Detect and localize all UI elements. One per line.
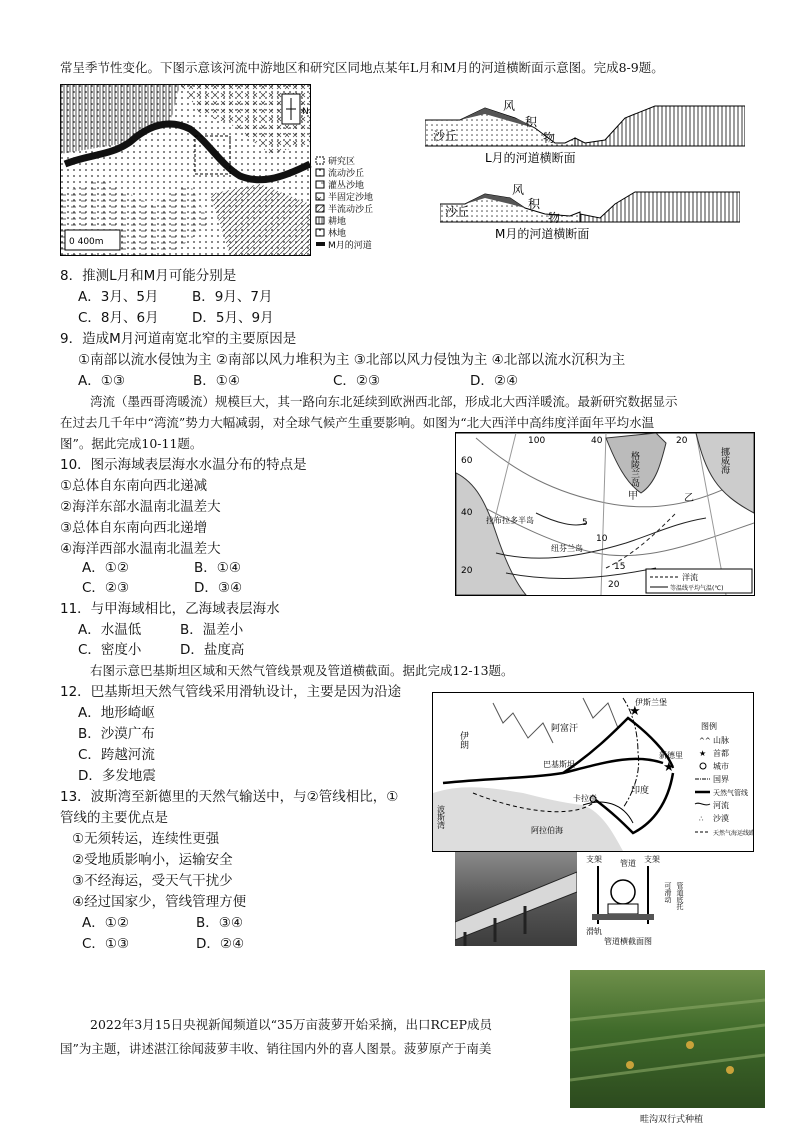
svg-text:★: ★ bbox=[663, 760, 675, 775]
q12-option-c[interactable]: C．跨越河流 bbox=[78, 747, 155, 763]
pipeline-photo bbox=[455, 852, 577, 946]
svg-text:40: 40 bbox=[591, 436, 603, 446]
q11-stem: 11．与甲海域相比，乙海域表层海水 bbox=[60, 601, 280, 617]
svg-text:天然气管线: 天然气管线 bbox=[713, 789, 748, 797]
svg-text:物: 物 bbox=[548, 211, 561, 225]
svg-text:5: 5 bbox=[582, 518, 588, 528]
svg-text:★: ★ bbox=[699, 749, 707, 758]
q10-statement-2: ②海洋东部水温南北温差大 bbox=[60, 499, 221, 515]
svg-text:支架: 支架 bbox=[586, 855, 602, 864]
svg-text:波斯湾: 波斯湾 bbox=[436, 805, 446, 829]
svg-text:管道底托: 管道底托 bbox=[676, 882, 684, 910]
svg-text:流动沙丘: 流动沙丘 bbox=[328, 169, 365, 179]
capital-star-icon: ★ bbox=[629, 704, 641, 719]
svg-text:格陵兰岛: 格陵兰岛 bbox=[629, 451, 639, 487]
passage4-line1: 2022年3月15日央视新闻频道以“35万亩菠萝开始采摘，出口RCEP成员 bbox=[90, 1017, 492, 1032]
svg-text:半固定沙地: 半固定沙地 bbox=[328, 193, 374, 203]
svg-text:滑轨: 滑轨 bbox=[586, 927, 602, 936]
q13-option-c[interactable]: C．①③ bbox=[82, 936, 130, 952]
q13-statement-1: ①无须转运，连续性更强 bbox=[72, 831, 220, 847]
pipeline-map-legend bbox=[695, 721, 753, 837]
q12-option-a[interactable]: A．地形崎岖 bbox=[78, 705, 155, 721]
svg-text:阿富汗: 阿富汗 bbox=[551, 724, 579, 734]
q8-stem: 8．推测L月和M月可能分别是 bbox=[60, 268, 237, 284]
svg-text:巴基斯坦: 巴基斯坦 bbox=[543, 760, 575, 769]
svg-text:伊朗: 伊朗 bbox=[458, 731, 468, 749]
svg-text:15: 15 bbox=[614, 562, 626, 572]
svg-text:60: 60 bbox=[461, 456, 473, 466]
q8-option-d[interactable]: D．5月、9月 bbox=[192, 310, 274, 326]
passage2-line2: 在过去几千年中“湾流”势力大幅减弱，对全球气候产生重要影响。如图为“北大西洋中高纬度洋面年平均水温 bbox=[60, 415, 655, 430]
q13-option-d[interactable]: D．②④ bbox=[196, 936, 245, 952]
q9-option-c[interactable]: C．②③ bbox=[333, 373, 381, 389]
svg-text:20: 20 bbox=[461, 566, 473, 576]
q8-option-a[interactable]: A．3月、5月 bbox=[78, 289, 159, 305]
pineapple-field-photo bbox=[570, 970, 765, 1108]
photo-caption: 畦沟双行式种植 bbox=[640, 1115, 704, 1125]
svg-text:灌丛沙地: 灌丛沙地 bbox=[328, 181, 365, 191]
q13-statement-4: ④经过国家少，管线管理方便 bbox=[72, 894, 247, 910]
svg-text:阿拉伯海: 阿拉伯海 bbox=[531, 826, 563, 835]
svg-text:20: 20 bbox=[676, 436, 688, 446]
q12-stem: 12．巴基斯坦天然气管线采用滑轨设计，主要是因为沿途 bbox=[60, 684, 402, 700]
map-legend bbox=[316, 155, 373, 251]
svg-text:印度: 印度 bbox=[631, 786, 650, 796]
svg-text:国界: 国界 bbox=[713, 775, 729, 784]
svg-text:100: 100 bbox=[528, 436, 546, 446]
svg-text:首都: 首都 bbox=[713, 749, 729, 758]
svg-text:耕地: 耕地 bbox=[328, 217, 347, 227]
q9-stem: 9．造成M月河道南宽北窄的主要原因是 bbox=[60, 331, 297, 347]
q10-option-a[interactable]: A．①② bbox=[82, 560, 129, 576]
q13-stem-1: 13．波斯湾至新德里的天然气输送中，与②管线相比，① bbox=[60, 789, 399, 805]
svg-text:M月的河道横断面: M月的河道横断面 bbox=[495, 227, 590, 241]
svg-text:研究区: 研究区 bbox=[328, 157, 356, 167]
svg-text:风: 风 bbox=[512, 184, 525, 197]
svg-text:M月的河道: M月的河道 bbox=[328, 241, 372, 251]
svg-text:管道横截面图: 管道横截面图 bbox=[604, 937, 652, 946]
svg-text:L月的河道横断面: L月的河道横断面 bbox=[485, 151, 576, 165]
svg-text:卡拉奇: 卡拉奇 bbox=[573, 794, 597, 803]
svg-text:林地: 林地 bbox=[328, 229, 347, 239]
q10-stem: 10．图示海域表层海水水温分布的特点是 bbox=[60, 457, 307, 473]
q9-option-b[interactable]: B．①④ bbox=[193, 373, 240, 389]
q10-option-b[interactable]: B．①④ bbox=[194, 560, 241, 576]
q13-statement-2: ②受地质影响小，运输安全 bbox=[72, 852, 233, 868]
svg-text:沙丘: 沙丘 bbox=[433, 129, 458, 143]
intro-line: 常呈季节性变化。下图示意该河流中游地区和研究区同地点某年L月和M月的河道横断面示意图。完成8-9题。 bbox=[60, 60, 664, 75]
q9-option-d[interactable]: D．②④ bbox=[470, 373, 519, 389]
svg-text:积: 积 bbox=[528, 197, 541, 211]
svg-text:积: 积 bbox=[525, 115, 538, 129]
pakistan-pipeline-map bbox=[432, 692, 754, 852]
q13-stem-2: 管线的主要优点是 bbox=[60, 810, 168, 826]
svg-text:洋流: 洋流 bbox=[682, 573, 698, 582]
svg-text:半流动沙丘: 半流动沙丘 bbox=[328, 205, 374, 215]
svg-text:纽芬兰岛: 纽芬兰岛 bbox=[551, 544, 583, 553]
q10-option-c[interactable]: C．②③ bbox=[82, 580, 130, 596]
atlantic-sst-map bbox=[455, 432, 755, 596]
svg-text:山脉: 山脉 bbox=[713, 736, 729, 745]
svg-text:可滑动: 可滑动 bbox=[664, 882, 672, 903]
q11-option-d[interactable]: D．盐度高 bbox=[180, 642, 245, 658]
svg-text:等温线平均气温(℃): 等温线平均气温(℃) bbox=[670, 585, 724, 592]
svg-text:挪威海: 挪威海 bbox=[719, 447, 729, 474]
svg-text:伊斯兰堡: 伊斯兰堡 bbox=[635, 698, 667, 707]
q8-option-c[interactable]: C．8月、6月 bbox=[78, 310, 159, 326]
q10-statement-4: ④海洋西部水温南北温差大 bbox=[60, 541, 221, 557]
L-cross-section bbox=[425, 98, 745, 166]
q10-statement-1: ①总体自东南向西北递减 bbox=[60, 478, 208, 494]
svg-text:拉布拉多半岛: 拉布拉多半岛 bbox=[486, 516, 534, 525]
svg-text:管道: 管道 bbox=[620, 859, 636, 868]
svg-text:∴: ∴ bbox=[699, 815, 704, 823]
svg-text:支架: 支架 bbox=[644, 855, 660, 864]
svg-text:10: 10 bbox=[596, 534, 608, 544]
q12-option-b[interactable]: B．沙漠广布 bbox=[78, 726, 155, 742]
M-cross-section bbox=[440, 184, 740, 242]
passage2-line1: 湾流（墨西哥湾暖流）规模巨大，其一路向东北延续到欧洲西北部，形成北大西洋暖流。最新研究数据显示 bbox=[90, 394, 678, 409]
q8-option-b[interactable]: B．9月、7月 bbox=[192, 289, 273, 305]
svg-text:图例: 图例 bbox=[701, 722, 717, 731]
svg-text:河流: 河流 bbox=[713, 801, 729, 810]
svg-text:沙漠: 沙漠 bbox=[713, 814, 729, 823]
pipe-cross-section bbox=[578, 852, 754, 948]
svg-text:沙丘: 沙丘 bbox=[445, 205, 470, 219]
q11-option-b[interactable]: B．温差小 bbox=[180, 622, 244, 638]
svg-text:甲: 甲 bbox=[628, 491, 638, 502]
svg-text:^^: ^^ bbox=[699, 737, 711, 745]
q10-statement-3: ③总体自东南向西北递增 bbox=[60, 520, 208, 536]
passage4-line2: 国”为主题，讲述湛江徐闻菠萝丰收、销往国内外的喜人图景。菠萝原产于南美 bbox=[60, 1041, 492, 1056]
svg-text:乙: 乙 bbox=[684, 493, 694, 504]
river-map-svg bbox=[60, 84, 390, 256]
passage3: 右图示意巴基斯坦区域和天然气管线景观及管道横截面。据此完成12-13题。 bbox=[90, 663, 514, 678]
passage2-line3: 图”。据此完成10-11题。 bbox=[60, 436, 203, 451]
q11-option-a[interactable]: A．水温低 bbox=[78, 622, 142, 638]
svg-text:风: 风 bbox=[503, 99, 516, 113]
svg-text:新德里: 新德里 bbox=[659, 751, 683, 760]
scale-bar: 0 400m bbox=[69, 237, 104, 247]
north-label: N bbox=[302, 107, 309, 117]
q10-option-d[interactable]: D．③④ bbox=[194, 580, 243, 596]
svg-text:天然气海运线路: 天然气海运线路 bbox=[713, 830, 753, 837]
q13-statement-3: ③不经海运，受天气干扰少 bbox=[72, 873, 233, 889]
river-map-figure bbox=[60, 84, 390, 256]
q9-option-a[interactable]: A．①③ bbox=[78, 373, 125, 389]
q11-option-c[interactable]: C．密度小 bbox=[78, 642, 142, 658]
q13-option-b[interactable]: B．③④ bbox=[196, 915, 243, 931]
svg-text:20: 20 bbox=[608, 580, 620, 590]
svg-text:城市: 城市 bbox=[713, 762, 729, 771]
q13-option-a[interactable]: A．①② bbox=[82, 915, 129, 931]
svg-text:物: 物 bbox=[543, 131, 556, 145]
q9-statements: ①南部以流水侵蚀为主 ②南部以风力堆积为主 ③北部以风力侵蚀为主 ④北部以流水沉积为主 bbox=[78, 352, 626, 368]
svg-text:40: 40 bbox=[461, 508, 473, 518]
q12-option-d[interactable]: D．多发地震 bbox=[78, 768, 156, 784]
